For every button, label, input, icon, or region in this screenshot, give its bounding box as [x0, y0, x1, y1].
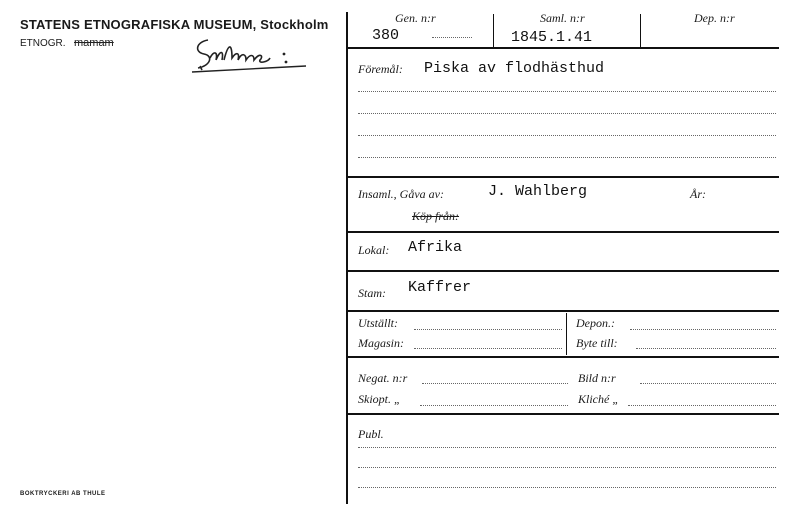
publ-label: Publ. — [358, 427, 384, 441]
dotted-line — [640, 383, 776, 384]
gen-nr-value: 380 — [372, 27, 400, 44]
insaml-value: J. Wahlberg — [488, 183, 588, 200]
dotted-line — [358, 467, 776, 468]
gen-divider — [493, 14, 494, 48]
row-divider — [348, 270, 779, 272]
magasin-label: Magasin: — [358, 336, 404, 350]
left-border — [346, 12, 348, 504]
dotted-line — [422, 383, 568, 384]
negat-label: Negat. n:r — [358, 371, 408, 385]
utstallt-label: Utställt: — [358, 316, 399, 330]
bild-label: Bild n:r — [578, 371, 616, 385]
foremal-label: Föremål: — [358, 62, 403, 76]
dotted-line — [628, 405, 776, 406]
etnogr-label: ETNOGR. — [20, 38, 66, 49]
saml-nr-value: 1845.1.41 — [511, 29, 593, 46]
dotted-line — [358, 447, 776, 448]
gen-nr-label: Gen. n:r — [395, 11, 436, 25]
ar-label: År: — [690, 187, 706, 201]
row-divider — [348, 310, 779, 312]
byte-label: Byte till: — [576, 336, 618, 350]
saml-nr-label: Saml. n:r — [540, 11, 585, 25]
kop-label-struck: Köp från: — [412, 209, 460, 223]
etnogr-struck-text: mamam — [74, 37, 114, 49]
dotted-line — [358, 91, 776, 92]
handwritten-signature — [188, 30, 318, 81]
foremal-value: Piska av flodhästhud — [424, 60, 605, 77]
dotted-line — [414, 329, 562, 330]
dotted-line — [358, 135, 776, 136]
dotted-line — [630, 329, 776, 330]
dotted-line — [358, 487, 776, 488]
depon-divider — [566, 313, 567, 355]
row-divider — [348, 356, 779, 358]
dotted-line — [358, 113, 776, 114]
dotted-line — [636, 348, 776, 349]
insaml-label: Insaml., Gåva av: — [358, 187, 444, 201]
row-divider — [348, 231, 779, 233]
kliche-label: Kliché „ — [578, 392, 619, 406]
row-divider — [348, 176, 779, 178]
stam-value: Kaffrer — [408, 279, 472, 296]
skiopt-label: Skiopt. „ — [358, 392, 401, 406]
dotted-line — [432, 37, 472, 38]
row-divider — [348, 47, 779, 49]
depon-label: Depon.: — [576, 316, 615, 330]
lokal-value: Afrika — [408, 239, 463, 256]
dotted-line — [358, 157, 776, 158]
lokal-label: Lokal: — [358, 243, 390, 257]
row-divider — [348, 413, 779, 415]
dep-nr-label: Dep. n:r — [694, 11, 735, 25]
museum-title: STATENS ETNOGRAFISKA MUSEUM, Stockholm — [20, 17, 329, 32]
dotted-line — [414, 348, 562, 349]
saml-divider — [640, 14, 641, 48]
stam-label: Stam: — [358, 286, 386, 300]
printer-imprint: BOKTRYCKERI AB THULE — [20, 491, 106, 497]
dotted-line — [420, 405, 568, 406]
